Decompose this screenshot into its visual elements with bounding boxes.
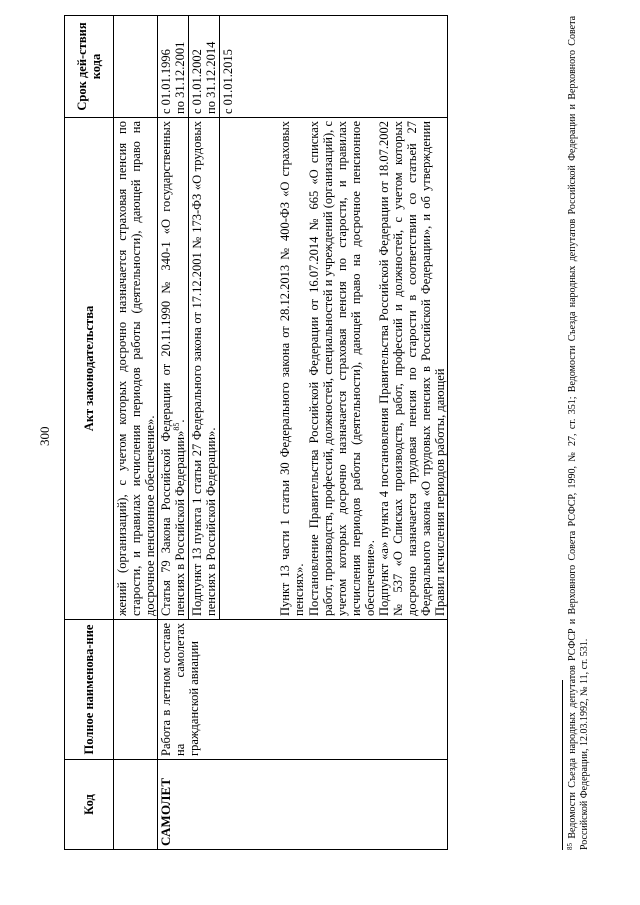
cell-code-empty: [114, 760, 158, 850]
term2-from: с 01.01.2002: [190, 49, 204, 114]
act-article-79: [158, 118, 188, 619]
act-400-fz: Пункт 13 части 1 статьи 30 Федерального закона от 28.12.2013 № 400-ФЗ «О страховых пенсиях».: [219, 118, 307, 619]
page-number: 300: [37, 426, 52, 446]
cell-act-continuation: жений (организаций), с учетом которых досрочно назначается страховая пенсия по старости, и правилах исчисления периодов работы (деятельности), дающей право на досрочное пенсионное обеспечение».: [114, 118, 158, 620]
table-row-samolet: [158, 16, 448, 850]
header-term: Срок дей-ствия кода: [65, 16, 114, 118]
footnote-ref-85: 85: [172, 422, 181, 431]
term-block-2: [188, 16, 219, 117]
cell-term-empty: [114, 16, 158, 118]
table-header-row: [65, 16, 114, 850]
footnote-number: 85: [566, 843, 574, 850]
footnote-85: [567, 16, 591, 850]
footnote-divider: [562, 680, 563, 850]
footnote-text: Ведомости Съезда народных депутатов РСФСР и Верховного Совета РСФСР, 1990, № 27, ст. 351; Ведомости Съезда народных депутатов Российской Федерации и Верховного Совета Российской Федерации, 12.03.1992, № 11, ст. 531.: [567, 15, 590, 850]
rotated-page: [14, 16, 614, 850]
cell-term-samolet: [158, 16, 448, 118]
term1-from: с 01.01.1996: [159, 49, 173, 114]
header-act: Акт законодательства: [65, 118, 114, 620]
act-173-fz: Подпункт 13 пункта 1 статьи 27 Федерального закона от 17.12.2001 № 173-ФЗ «О трудовых пенсиях в Российской Федерации».: [188, 118, 219, 619]
header-code: Код: [65, 760, 114, 850]
cell-name-samolet: Работа в летном составе на самолетах гражданской авиации: [158, 620, 448, 760]
term-block-1: [158, 16, 188, 117]
act-decree-537: Подпункт «а» пункта 4 постановления Правительства Российской Федерации от 18.07.2002 № 537 «О Списках производств, работ, профессий и должностей, с учетом которых досрочно назначается трудовая пенсия по старости в соответствии со статьей 27 Федерального закона «О трудовых пенсиях в Российской Федерации», и об утверждении Правил исчисления периодов работы, дающей: [377, 121, 447, 616]
term1-to: по 31.12.2001: [173, 41, 187, 114]
term3-from: с 01.01.2015: [221, 49, 235, 114]
act-article-79-text: Статья 79 Закона Российской Федерации от 20.11.1990 № 340-1 «О государственных пенсиях в Российской Федерации»: [159, 121, 187, 616]
codes-table: [64, 15, 448, 850]
cell-code-samolet: САМОЛЕТ: [158, 760, 448, 850]
header-name: Полное наименова-ние: [65, 620, 114, 760]
term2-to: по 31.12.2014: [204, 41, 218, 114]
cell-act-samolet: [158, 118, 448, 620]
act-article-79-end: .: [173, 419, 187, 423]
footnotes: [562, 16, 591, 850]
term-block-3: [219, 16, 236, 117]
cell-name-empty: [114, 620, 158, 760]
act-decree-665: Постановление Правительства Российской Федерации от 16.07.2014 № 665 «О списках работ, производств, профессий, должностей, специальностей и учреждений (организаций), с учетом которых досрочно назначается страховая пенсия по старости, и правилах исчисления периодов работы (деятельности), дающей право на досрочное пенсионное обеспечение».: [307, 121, 377, 616]
table-row-continuation: [114, 16, 158, 850]
